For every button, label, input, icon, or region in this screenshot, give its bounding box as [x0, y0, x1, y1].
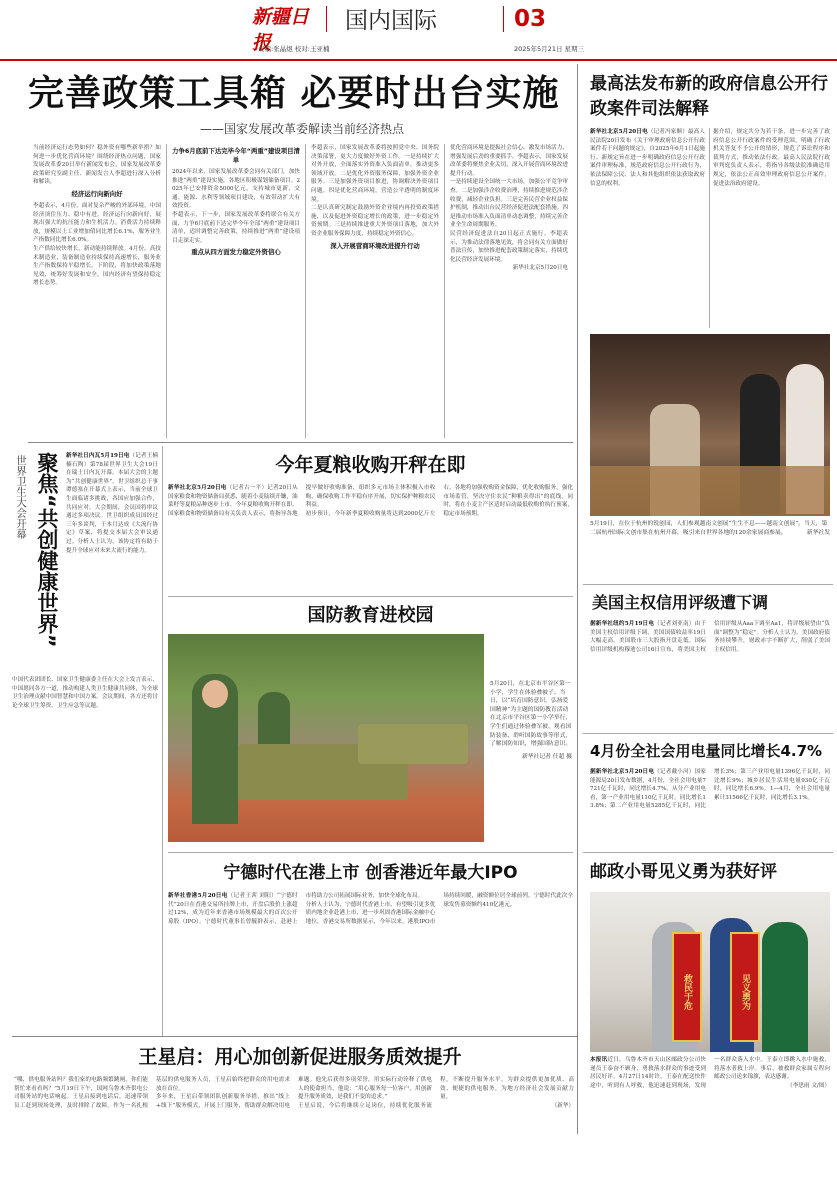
main-intro: 当前经济运行态势如何？稳外资有哪些新举措？如何进一步优化营商环境？围绕经济热点问题，国家发展改革委20日举行新闻发布会，国家发展改革委政策研究室副主任、新闻发言人李超进行深入分析和解读。: [33, 145, 161, 186]
divider: [583, 852, 833, 853]
divider: [583, 733, 833, 734]
main-col1-text-c: 生产供给较快增长，新动能持续释放。4月份，高技术制造业、装备制造业持续保持高速增长，服务业生产指数保持平稳增长。下阶段，将加快政策落地见效，统筹好发展和安全，国内经济有望保持稳定增长态势。: [33, 245, 161, 287]
defense-photo: [168, 634, 484, 842]
main-credit: 新华社北京5月20日电: [512, 265, 568, 272]
photo-folded-quilt: [358, 724, 468, 764]
bottom-body: “哪，供电服务站吗？我们家的电路频繁跳闸，你们能帮忙来看看吗？”5月19日下午，国网乌鲁木齐供电公司服务站的电话响起。王星启接到电话后，迅速带领员工赶到现场处理，及时排除了故障。作为一名扎根基层的供电服务人员，王星启始终把群众的用电需求放在首位。: [14, 1077, 290, 1109]
grain-headline: 今年夏粮收购开秤在即: [275, 454, 466, 476]
main-col-4: [450, 144, 568, 438]
section-divider: [503, 6, 504, 32]
court-lead: 新华社北京5月20日电: [590, 129, 648, 135]
power-text: [590, 768, 830, 848]
main-col-2: [172, 144, 300, 438]
court-col-1: [590, 128, 705, 328]
main-col3-text-b: 二是认真研究制定鼓励外资企业境内再投资政策措施，以及促进外资稳定增长的政策，进一步稳定外资预期。三是持续推进重大外资项目落地，加大外资企业服务保障力度，持续稳定外资信心。: [311, 205, 439, 237]
us-credit-lead: 据新华社纽约5月19日电: [590, 621, 655, 627]
masthead: [0, 0, 837, 62]
bottom-credit: （新华）: [551, 1102, 574, 1109]
photo-person: [762, 922, 808, 1052]
main-col1-text-b: 李超表示，4月份，面对复杂严峻的外部环境，中国经济顶住压力、稳中有进，经济运行向新向好，展现出强大的抗压能力和生机活力。消费活力持续释放，规模以上工业增加值同比增长6.1%，服务业生产指数同比增长6.0%。: [33, 202, 161, 244]
who-vertical-subtitle: 世界卫生大会开幕: [15, 455, 27, 539]
divider: [168, 852, 573, 853]
who-text-2: 中国代表团团长、国家卫生健康委主任在大会上发言表示，中国愿同各方一道，推动构建人类卫生健康共同体，为全球卫生治理贡献中国智慧和中国方案。会议期间，各方还将讨论全球卫生筹资、卫生应急等议题。: [12, 677, 158, 709]
defense-caption: [490, 680, 572, 830]
section-title: 国内国际: [345, 8, 437, 34]
divider: [305, 144, 306, 438]
courier-credit: （李思雨 文/图）: [787, 1082, 830, 1089]
grain-body: （记者古一平）记者20日从国家粮食和物资储备局获悉，随着小麦陆续开镰，油菜籽等夏粮品种逐步上市，今年夏粮收购开秤在即。国家粮食和物资储备局有关负责人表示，将指导各地提早做好收购准备，组织多元市场主体积极入市收购，确保收购工作平稳有序开展，切实保护种粮农民利益。: [168, 485, 436, 517]
divider: [583, 584, 833, 585]
who-col-b: [12, 676, 158, 1026]
courier-text: [590, 1056, 830, 1186]
court-text: （记者冯家顺）最高人民法院20日发布《关于审理政府信息公开行政案件若干问题的规定》，自2025年6月1日起施行。新规定旨在进一步明确政府信息公开行政案件审理标准，规范政府信息公开行政行为，依法保障公民、法人和其他组织依法获取政府信息的权利。: [590, 129, 705, 187]
courier-body: 近日，乌鲁木齐市天山区邮政分公司快递员王泰奋不顾身，勇救落水群众的事迹受到居民好评。4月27日14时许，王泰在配送快件途中，听到有人呼救，他迅速赶到现场，发现一名群众落入水中。王泰立即跳入水中施救，将落水者救上岸。事后，被救群众家属专程向邮政公司送来锦旗，表达感谢。: [590, 1057, 830, 1089]
main-col3-text: 李超表示，国家发展改革委将按照党中央、国务院决策部署，更大力度做好外资工作。一是持续扩大对外开放，全面落实外资准入负面清单，推动更多领域开放。二是优化外资服务保障，加强外资企业服务。三是加强外资项目推进，协调解决外资项目问题。四是优化营商环境，营造公平透明的制度环境。: [311, 145, 439, 203]
main-col4-text: 优化营商环境是提振社会信心、激发市场活力、增强发展后劲的重要抓手。李超表示，国家发展改革委将聚焦企业关切，深入开展营商环境改进提升行动。: [450, 145, 568, 177]
divider: [28, 442, 573, 443]
divider: [577, 64, 578, 1134]
power-lead: 据新华社北京5月20日电: [590, 769, 655, 775]
court-headline: 最高法发布新的政府信息公开行政案件司法解释: [590, 74, 828, 119]
who-col-a: [66, 452, 158, 672]
catl-lead: 新华社香港5月20日电: [168, 893, 228, 899]
banner-right-text: 见义勇为: [740, 974, 750, 1010]
main-sub-4: 深入开展营商环境改进提升行动: [330, 241, 420, 250]
grain-body-2: 初步预计，今年新季夏粮收购量将达到2000亿斤左右。各地将加强收购资金保障，优化收购服务，强化市场监管，坚决守住农民“种粮卖得出”的底线。同时，将在小麦主产区适时启动最低收购价执行预案，稳定市场预期。: [305, 485, 573, 517]
main-col4-text-c: 民营经济促进法自20日起正式施行。李超表示，为推动法律落地见效，将会同有关方面做好普法宣传，加快推进配套政策制定落实，持续优化民营经济发展环境。: [450, 230, 568, 263]
main-sub-3: 重点从四方面发力稳定外资信心: [191, 248, 281, 257]
bottom-body-3: 王星启说，今后将继续立足岗位，持续优化服务流程，不断提升服务水平，为群众提供更加优质、高效、便捷的供电服务，为地方经济社会发展贡献力量。: [298, 1077, 574, 1109]
grain-lead: 新华社北京5月20日电: [168, 485, 227, 491]
expo-photo: [590, 334, 830, 516]
defense-headline: 国防教育进校园: [307, 605, 434, 626]
who-lead: 新华社日内瓦5月19日电: [66, 453, 130, 459]
main-sub-1: 经济运行向新向好: [71, 189, 123, 198]
bottom-headline: 王星启：用心加创新促进服务质效提升: [138, 1046, 462, 1068]
issue-date: 2025年5月21日 星期三: [514, 45, 585, 53]
page-number: 03: [514, 6, 547, 32]
grain-text: [168, 484, 573, 592]
catl-headline: 宁德时代在港上市 创香港近年最大IPO: [223, 863, 518, 883]
bottom-body-2: 多年来，王星启带领团队创新服务举措，推出“线上+线下”服务模式，开展上门服务，帮助群众解决用电难题。他先后获得多项荣誉，用实际行动诠释了供电人的使命担当。他说：“用心服务每一位客户，用创新提升服务质效，是我们不变的追求。”: [156, 1077, 432, 1109]
court-text-2: 据介绍，规定共分为若干条，进一步完善了政府信息公开行政案件的受理范围，明确了行政机关答复不予公开的情形，规范了诉讼程序和裁判方式，推动依法行政。最高人民法院行政审判庭负责人表示，将指导各级法院准确适用规定，依法公正高效审理政府信息公开案件，促进法治政府建设。: [713, 129, 830, 187]
bottom-text: [14, 1076, 574, 1194]
catl-body-2: 分析人士认为，宁德时代香港上市，有望吸引更多优质内地企业赴港上市，进一步巩固香港国际金融中心地位。香港交易所数据显示，今年以来，港股IPO市场持续回暖，融资额位居全球前列。宁德时代此次全球发售募资额约410亿港元。: [305, 893, 573, 925]
main-col2-text: 2024年以来，国家发展改革委会同有关部门，加快推进“两重”建设实施，各地区积极谋划储备项目。2025年已安排资金5000亿元，支持城市更新、交通、能源、水利等领域项目建设，有效带动扩大有效投资。: [172, 169, 300, 210]
newspaper-logo: 新疆日报: [252, 6, 310, 54]
divider: [12, 1036, 577, 1037]
main-col-1: [33, 144, 161, 438]
main-col-3: [311, 144, 439, 438]
us-credit-body: （记者刘亚南）由于美国主权信用评级下调，美国国债收益率19日大幅走高，美国股市三大股指开盘走低。国际信用评级机构穆迪公司16日宣布，将美国主权信用评级从Aaa下调至Aa1，将评级展望由“负面”调整为“稳定”。分析人士认为，美国政府债务持续攀升，财政赤字不断扩大，削弱了美国主权信用。: [590, 621, 830, 653]
photo-display-table: [590, 466, 830, 516]
court-col-2: [713, 128, 830, 328]
power-headline: 4月份全社会用电量同比增长4.7%: [590, 742, 823, 760]
catl-body: （记者王茜 刘阳）“宁德时代”20日在香港交易所挂牌上市，开盘后股价上涨超过12%，成为近年来香港市场规模最大的首次公开募股（IPO）。宁德时代董事长曾毓群表示，赴港上市将助力公司拓展国际业务，加快全球化布局。: [168, 893, 424, 925]
defense-credit: 新华社记者 任超 摄: [521, 753, 572, 760]
main-subhead: ——国家发展改革委解读当前经济热点: [200, 122, 405, 136]
divider: [166, 144, 167, 438]
masthead-rule: [0, 59, 837, 61]
divider: [162, 446, 163, 1036]
logo-divider: [326, 6, 327, 32]
us-credit-text: [590, 620, 830, 730]
expo-credit: 新华社发: [806, 529, 830, 536]
who-vertical-title: 聚焦“共创健康世界”: [35, 452, 59, 648]
divider: [709, 128, 710, 328]
divider: [168, 596, 573, 597]
photo-student: [258, 692, 290, 748]
us-credit-headline: 美国主权信用评级遭下调: [592, 593, 769, 612]
who-text: （记者王楠楠石陶）第78届世界卫生大会19日在瑞士日内瓦开幕。本届大会的主题为“共创健康世界”。世卫组织总干事谭德塞在开幕式上表示，当前全球卫生面临诸多挑战，各国应加强合作，共同应对。大会期间，会员国将审议通过多项决议。世卫组织成员国经过三年多谈判，于本月达成《大流行协定》草案，将提交本届大会审议通过。分析人士认为，该协定将有助于提升全球应对未来大流行的能力。: [66, 453, 158, 554]
expo-caption-text: 5月19日，在位于杭州的锐创园，人们参观越南文创展“生生不息——越南文创展”。当天，第二届杭州国际文创市集在杭州开幕，吸引来自世界各地的120余家展商参展。: [590, 521, 828, 536]
main-col2-text-b: 李超表示，下一步，国家发展改革委将联合有关方面，力争6月底前下达完毕今年全部“两重”建设项目清单，适时调整完善政策，持续推进“两重”建设项目走深走实。: [172, 211, 300, 244]
photo-student-face: [202, 680, 228, 708]
divider: [444, 144, 445, 438]
courier-headline: 邮政小哥见义勇为获好评: [590, 862, 777, 882]
main-sub-2: 力争6月底前下达完毕今年“两重”建设项目清单: [172, 147, 300, 164]
banner-left-text: 救民于危: [682, 974, 692, 1010]
main-headline: 完善政策工具箱 必要时出台实施: [28, 73, 560, 114]
editors-line: 责编:张晶煜 校对:王亚楠: [258, 45, 330, 53]
power-body: （记者戴小河）国家能源局20日发布数据，4月份，全社会用电量7721亿千瓦时，同比增长4.7%。从分产业用电看，第一产业用电量110亿千瓦时，同比增长13.8%；第二产业用电量5285亿千瓦时，同比增长3%；第三产业用电量1396亿千瓦时，同比增长9%；城乡居民生活用电量930亿千瓦时，同比增长6.9%。1—4月，全社会用电量累计31566亿千瓦时，同比增长3.1%。: [590, 769, 830, 810]
expo-caption: [590, 520, 830, 580]
courier-lead: 本报讯: [590, 1057, 608, 1063]
defense-caption-text: 5月20日，在北京市平谷区第一小学，学生在体验叠被子。当日，以“培育国防意识，弘扬爱国精神”为主题的国防教育活动在北京市平谷区第一小学举行，学生们通过体验叠军被、观看国防装备、聆听国防故事等形式，了解国防知识，增强国防意识。: [490, 681, 572, 748]
catl-text: [168, 892, 573, 1030]
courier-photo: [590, 892, 830, 1052]
main-col4-text-b: 一是持续建设全国统一大市场，加强公平竞争审查。二是加强涉企收费治理，持续推进规范涉企收费，减轻企业负担。三是完善民营企业权益保护机制，推动出台民营经济促进法配套措施。四是推动市场准入负面清单动态调整，持续完善企业全生命周期服务。: [450, 179, 568, 229]
